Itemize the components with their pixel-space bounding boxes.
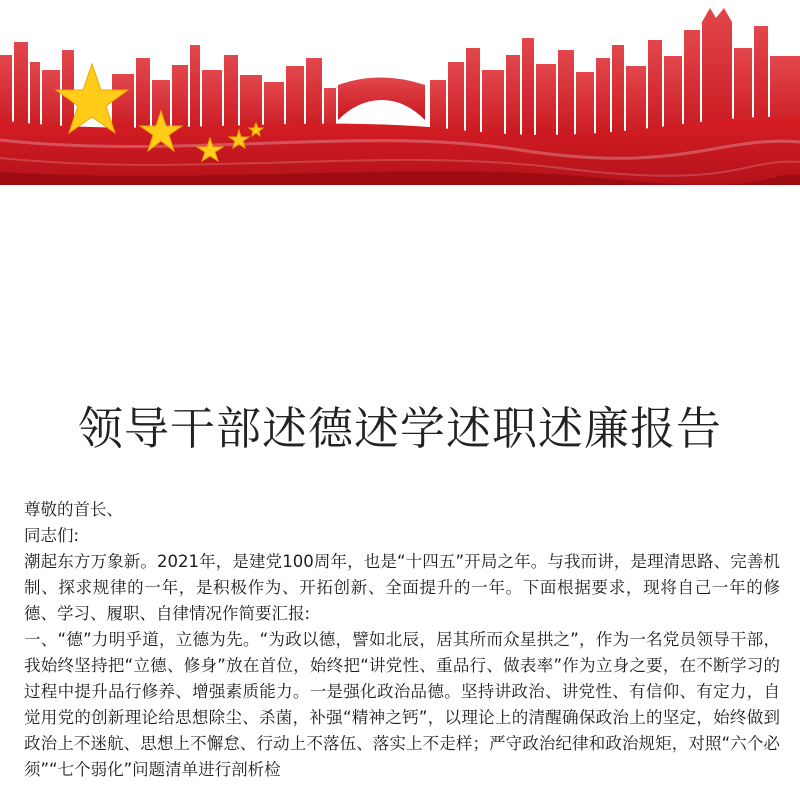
greeting-line: 尊敬的首长、	[24, 500, 123, 519]
city-skyline-illustration	[0, 0, 800, 185]
section-one-paragraph: 一、“德”力明乎道，立德为先。“为政以德，譬如北辰，居其所而众星拱之”，作为一名党员领导干部，我始终坚持把“立德、修身”放在首位，始终把“讲党性、重品行、做表率”作为立身之要，在不断学习的过程中提升品行修养、增强素质能力。一是强化政治品德。坚持讲政治、讲党性、有信仰、有定力，自觉用党的创新理论给思想除尘、杀菌，补强“精神之钙”，以理论上的清醒确保政治上的坚定，始终做到政治上不迷航、思想上不懈怠、行动上不落伍、落实上不走样；严守政治纪律和政治规矩，对照“六个必须”“七个弱化”问题清单进行剖析检	[24, 630, 780, 779]
document-title: 领导干部述德述学述职述廉报告	[77, 402, 722, 455]
report-body	[24, 497, 780, 783]
header-banner	[0, 0, 800, 185]
intro-paragraph: 潮起东方万象新。2021年，是建党100周年，也是“十四五”开局之年。与我而讲，是理清思路、完善机制、探求规律的一年，是积极作为、开拓创新、全面提升的一年。下面根据要求，现将自己一年的修德、学习、履职、自律情况作简要汇报:	[24, 552, 780, 623]
skyline	[0, 8, 800, 143]
greeting-line: 同志们:	[24, 526, 80, 545]
